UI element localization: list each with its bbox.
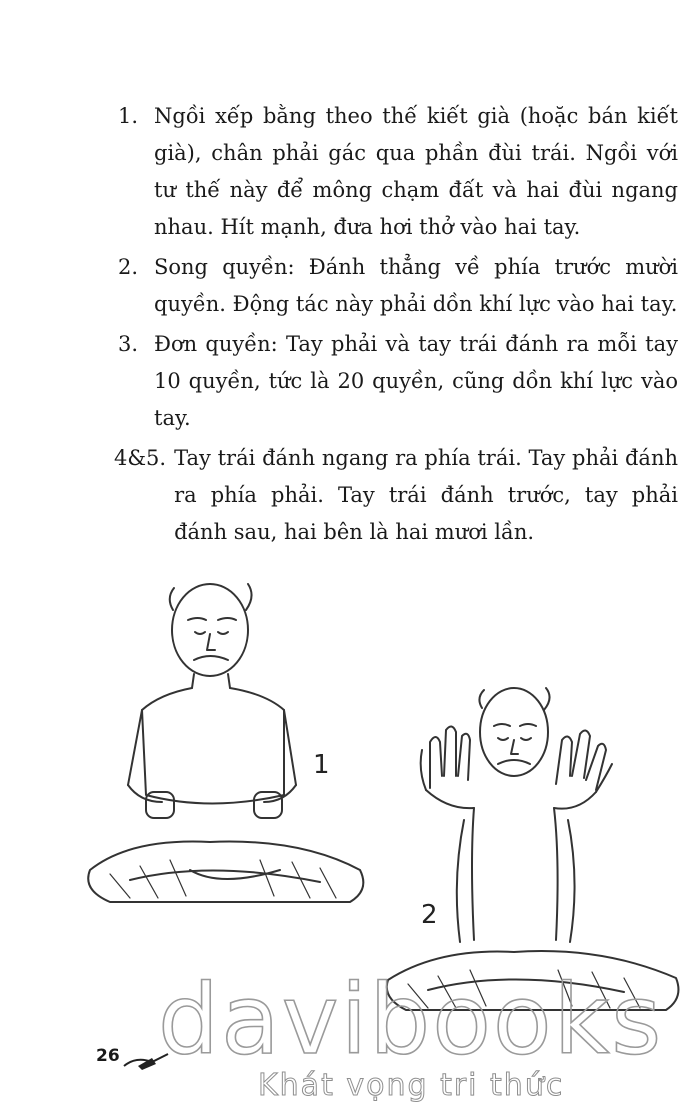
item-number: 1. xyxy=(118,104,139,128)
item-text: Đơn quyền: Tay phải và tay trái đánh ra mỗi tay 10 quyền, tức là 20 quyền, cũng dồn khí lực vào tay. xyxy=(154,332,678,430)
list-item xyxy=(118,98,678,246)
page-number: 26 xyxy=(96,1046,120,1066)
instruction-list xyxy=(114,98,678,554)
item-text: Ngồi xếp bằng theo thế kiết già (hoặc bán kiết già), chân phải gác qua phần đùi trái. Ngồi với tư thế này để mông chạm đất và hai đùi ngang nhau. Hít mạnh, đưa hơi thở vào hai tay. xyxy=(154,104,678,239)
item-number: 2. xyxy=(118,255,139,279)
figure-1-label: 1 xyxy=(313,750,330,780)
list-item xyxy=(118,249,678,323)
figure-1-illustration xyxy=(70,570,380,930)
list-item xyxy=(114,440,678,551)
watermark-brand: davibooks xyxy=(158,964,664,1076)
item-number: 4&5. xyxy=(114,446,167,470)
item-text: Song quyền: Đánh thẳng về phía trước mười quyền. Động tác này phải dồn khí lực vào hai tay. xyxy=(154,255,678,316)
watermark-slogan: Khát vọng tri thức xyxy=(258,1068,565,1103)
item-number: 3. xyxy=(118,332,139,356)
figure-2-label: 2 xyxy=(421,900,438,930)
list-item xyxy=(118,326,678,437)
item-text: Tay trái đánh ngang ra phía trái. Tay phải đánh ra phía phải. Tay trái đánh trước, tay phải đánh sau, hai bên là hai mươi lần. xyxy=(174,446,678,544)
